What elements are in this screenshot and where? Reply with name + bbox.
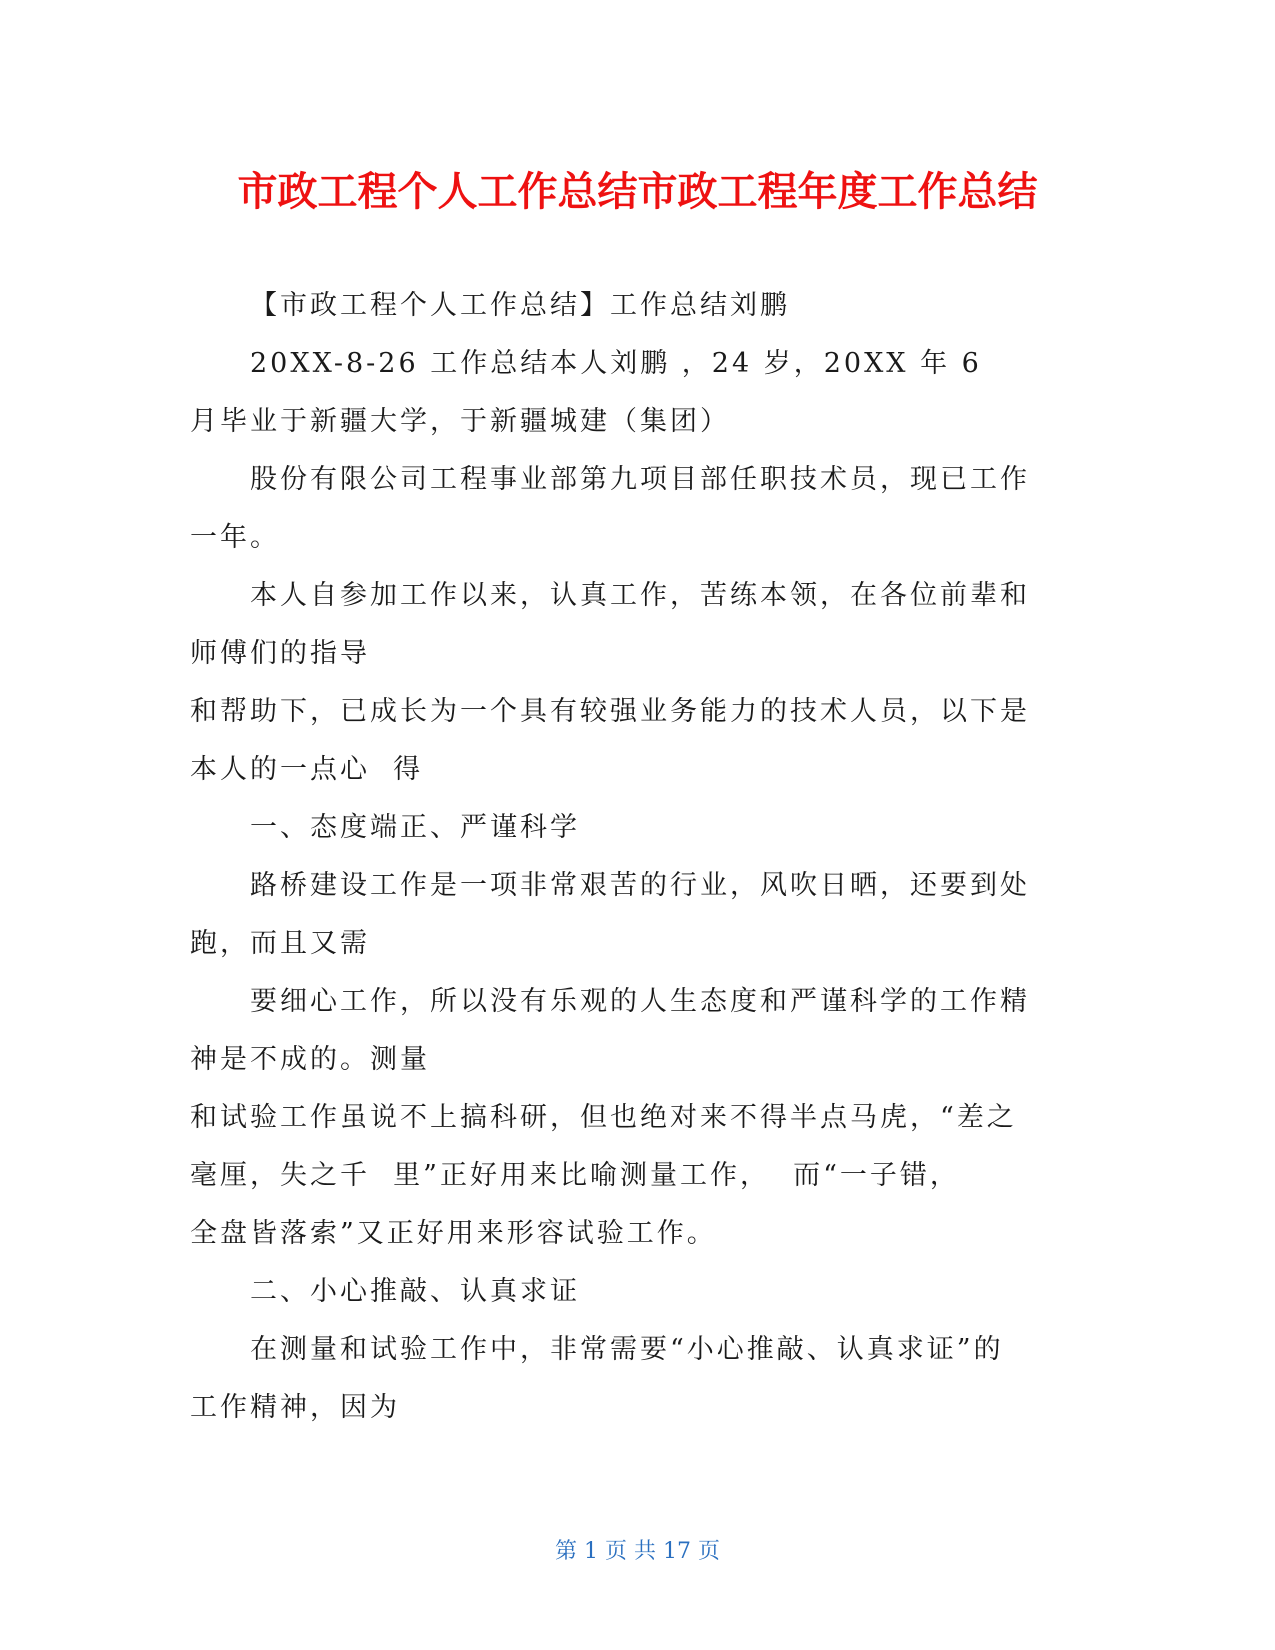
body-line: 跑，而且又需: [190, 928, 370, 959]
body-line: 师傅们的指导: [190, 638, 370, 669]
body-line: 和帮助下，已成长为一个具有较强业务能力的技术人员，以下是: [190, 696, 1030, 727]
page-number-footer: 第 1 页 共 17 页: [555, 1539, 720, 1564]
body-line: 全盘皆落索”又正好用来形容试验工作。: [190, 1218, 717, 1249]
body-line: 月毕业于新疆大学，于新疆城建（集团）: [190, 406, 730, 437]
body-line: 一年。: [190, 522, 280, 553]
body-line: 神是不成的。测量: [190, 1044, 430, 1075]
body-line: 在测量和试验工作中，非常需要“小心推敲、认真求证”的: [250, 1334, 1004, 1365]
body-line: 工作精神，因为: [190, 1392, 400, 1423]
document-title: 市政工程个人工作总结市政工程年度工作总结: [237, 169, 1038, 215]
body-line: 毫厘，失之千 里”正好用来比喻测量工作， 而“一子错，: [190, 1160, 960, 1191]
section-heading: 二、小心推敲、认真求证: [250, 1276, 580, 1307]
body-line: 路桥建设工作是一项非常艰苦的行业，风吹日晒，还要到处: [250, 870, 1030, 901]
body-line: 本人自参加工作以来，认真工作，苦练本领，在各位前辈和: [250, 580, 1030, 611]
body-line: 要细心工作，所以没有乐观的人生态度和严谨科学的工作精: [250, 986, 1030, 1017]
body-line: 股份有限公司工程事业部第九项目部任职技术员，现已工作: [250, 464, 1030, 495]
body-line: 20XX-8-26 工作总结本人刘鹏 ，24 岁，20XX 年 6: [250, 348, 982, 379]
body-line: 【市政工程个人工作总结】工作总结刘鹏: [250, 290, 790, 321]
body-line: 和试验工作虽说不上搞科研，但也绝对来不得半点马虎，“差之: [190, 1102, 1017, 1133]
section-heading: 一、态度端正、严谨科学: [250, 812, 580, 843]
body-line: 本人的一点心 得: [190, 754, 424, 785]
